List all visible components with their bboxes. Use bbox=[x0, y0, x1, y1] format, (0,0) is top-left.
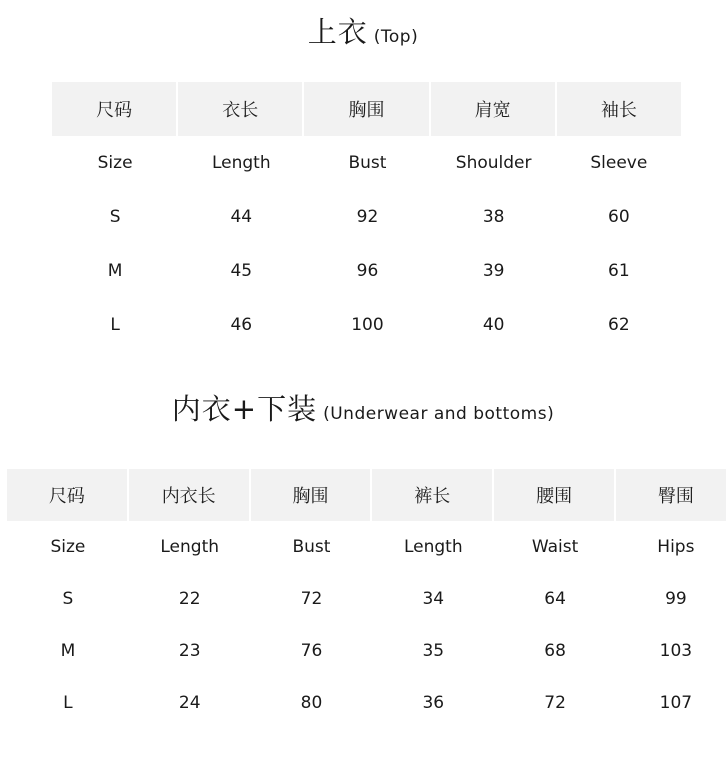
table-cell: 34 bbox=[422, 589, 445, 609]
bottom-size-table bbox=[7, 469, 726, 729]
table-row bbox=[7, 677, 726, 729]
table-cell: 64 bbox=[544, 589, 566, 609]
table-cell: 38 bbox=[482, 207, 505, 227]
table-cell: L bbox=[110, 315, 120, 335]
subheader-cell: Length bbox=[211, 153, 271, 173]
table-cell: 100 bbox=[351, 315, 384, 335]
header-cell: 袖长 bbox=[557, 82, 681, 136]
table-subheader-row bbox=[52, 136, 681, 190]
table-cell: 44 bbox=[230, 207, 253, 227]
table-cell: 36 bbox=[422, 693, 445, 713]
header-cell: 腰围 bbox=[494, 469, 616, 521]
table-cell: S bbox=[62, 589, 74, 609]
table-cell: 103 bbox=[659, 641, 693, 661]
table-cell: L bbox=[63, 693, 73, 713]
table-cell: 96 bbox=[356, 261, 379, 281]
table-cell: 68 bbox=[544, 641, 566, 661]
table-cell: 99 bbox=[665, 589, 687, 609]
table-header-row bbox=[7, 469, 726, 521]
table-cell: 24 bbox=[178, 693, 201, 713]
table-subheader-row bbox=[7, 521, 726, 573]
table-cell: 45 bbox=[230, 261, 253, 281]
table-cell: 40 bbox=[482, 315, 505, 335]
bottom-section-title bbox=[0, 387, 726, 428]
header-cell: 肩宽 bbox=[431, 82, 557, 136]
subheader-cell: Bust bbox=[292, 537, 331, 557]
table-cell: 62 bbox=[608, 315, 630, 335]
top-section-title bbox=[0, 10, 726, 51]
subheader-cell: Sleeve bbox=[590, 153, 648, 173]
bottom-title-main: 内衣+下装 bbox=[171, 392, 318, 426]
subheader-cell: Length bbox=[160, 537, 220, 557]
subheader-cell: Hips bbox=[657, 537, 695, 557]
header-cell: 裤长 bbox=[372, 469, 494, 521]
table-cell: 72 bbox=[300, 589, 323, 609]
header-cell: 内衣长 bbox=[129, 469, 251, 521]
header-cell: 尺码 bbox=[7, 469, 129, 521]
table-cell: M bbox=[60, 641, 76, 661]
subheader-cell: Size bbox=[97, 153, 133, 173]
table-cell: 22 bbox=[178, 589, 201, 609]
subheader-cell: Shoulder bbox=[455, 153, 532, 173]
top-title-sub: (Top) bbox=[373, 27, 419, 47]
subheader-cell: Size bbox=[50, 537, 86, 557]
subheader-cell: Length bbox=[403, 537, 463, 557]
table-header-row bbox=[52, 82, 681, 136]
bottom-title-sub: (Underwear and bottoms) bbox=[323, 404, 555, 424]
header-cell: 胸围 bbox=[251, 469, 373, 521]
header-cell: 衣长 bbox=[178, 82, 304, 136]
table-cell: 107 bbox=[659, 693, 693, 713]
table-cell: 23 bbox=[178, 641, 201, 661]
table-cell: 39 bbox=[482, 261, 505, 281]
table-cell: 92 bbox=[356, 207, 379, 227]
header-cell: 尺码 bbox=[52, 82, 178, 136]
table-cell: 76 bbox=[300, 641, 323, 661]
table-row bbox=[7, 625, 726, 677]
subheader-cell: Waist bbox=[531, 537, 579, 557]
table-cell: 61 bbox=[608, 261, 630, 281]
table-cell: 72 bbox=[544, 693, 566, 713]
top-size-table bbox=[52, 82, 681, 352]
subheader-cell: Bust bbox=[348, 153, 387, 173]
header-cell: 胸围 bbox=[304, 82, 430, 136]
table-row bbox=[52, 190, 681, 244]
table-cell: S bbox=[109, 207, 121, 227]
table-cell: 46 bbox=[230, 315, 253, 335]
table-row bbox=[7, 573, 726, 625]
table-cell: M bbox=[107, 261, 123, 281]
header-cell: 臀围 bbox=[616, 469, 726, 521]
table-row bbox=[52, 244, 681, 298]
table-cell: 80 bbox=[300, 693, 323, 713]
table-cell: 60 bbox=[608, 207, 630, 227]
table-row bbox=[52, 298, 681, 352]
table-cell: 35 bbox=[422, 641, 445, 661]
top-title-main: 上衣 bbox=[307, 15, 368, 49]
